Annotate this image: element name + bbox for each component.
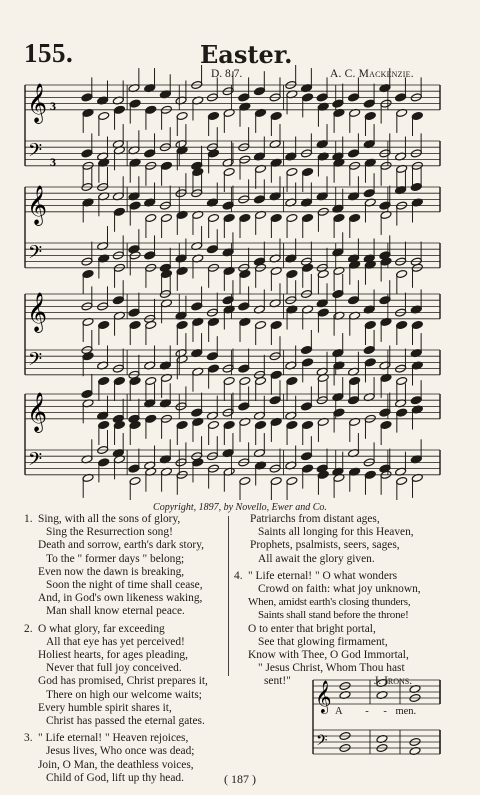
treble-clef: 𝄞 <box>27 391 48 432</box>
hymn-number: 155. <box>24 38 74 68</box>
verse-line: There on high our welcome waits; <box>46 688 202 701</box>
verse-line: " Life eternal! " O what wonders <box>248 569 398 582</box>
verse-line: Saints all longing for this Heaven, <box>258 526 414 539</box>
time-signature: 3 <box>50 98 56 113</box>
verse-line: When, amidst earth's closing thunders, <box>248 596 411 609</box>
verse-number: 1. <box>24 513 33 525</box>
verse-line: To the " former days " belong; <box>46 552 185 565</box>
bass-clef: 𝄢 <box>28 449 43 475</box>
time-signature: 3 <box>50 154 56 169</box>
verse-number: 2. <box>24 622 33 635</box>
verse-line: All that eye has yet perceived! <box>46 635 185 648</box>
hymn-title: Easter. <box>200 40 293 69</box>
treble-clef: 𝄞 <box>27 82 48 123</box>
verse-line: O what glory, far exceeding <box>38 622 165 635</box>
bass-clef: 𝄢 <box>28 242 43 268</box>
verse-line: Saints shall stand before the throne! <box>258 609 409 622</box>
author-name: J. Irons. <box>374 675 413 688</box>
verse-line: See that glowing firmament, <box>258 635 388 648</box>
bass-clef: 𝄢 <box>316 732 328 753</box>
hymn-meter: D. 8.7. <box>211 68 243 80</box>
verse-line: God has promised, Christ prepares it, <box>38 675 208 688</box>
verse-line: Child of God, lift up thy head. <box>46 771 184 784</box>
composer-name: A. C. Mackenzie. <box>330 68 414 80</box>
verse-line: Patriarchs from distant ages, <box>250 513 380 525</box>
treble-clef: 𝄞 <box>27 291 48 332</box>
verse-line: Man shall know eternal peace. <box>46 605 185 618</box>
treble-clef: 𝄞 <box>27 184 48 225</box>
copyright-line: Copyright, 1897, by Novello, Ewer and Co. <box>153 502 327 513</box>
verse-line: Never that full joy conceived. <box>46 662 182 675</box>
bass-clef: 𝄢 <box>28 140 43 166</box>
amen-lyrics <box>335 706 416 717</box>
verse-line: All await the glory given. <box>258 552 375 565</box>
verse-line: sent!" <box>264 675 291 688</box>
verse-line: Holiest hearts, for ages pleading, <box>38 649 188 662</box>
verse-line: " Jesus Christ, Whom Thou hast <box>258 662 405 675</box>
verse-line: Know with Thee, O God Immortal, <box>248 649 409 662</box>
verse-line: Join, O Man, the deathless voices, <box>38 758 194 771</box>
verse-line: Crowd on faith: what joy unknown, <box>258 583 421 596</box>
verse-line: Jesus lives, Who once was dead; <box>46 745 195 758</box>
verse-line: Even now the dawn is breaking, <box>38 565 185 578</box>
treble-clef: 𝄞 <box>315 680 332 713</box>
verse-line: O to enter that bright portal, <box>248 622 376 635</box>
verse-line: Sing the Resurrection song! <box>46 526 173 539</box>
verse-line: Soon the night of time shall cease, <box>46 579 203 592</box>
verse-number: 3. <box>24 732 33 745</box>
amen-syllable: - <box>365 706 369 717</box>
verse-line: Prophets, psalmists, seers, sages, <box>250 539 400 552</box>
verse-line: Death and sorrow, earth's dark story, <box>38 539 205 552</box>
verse-number: 4. <box>234 569 243 582</box>
verse-line: Christ has passed the eternal gates. <box>46 715 205 728</box>
page-number: ( 187 ) <box>224 772 256 786</box>
verse-line: " Life eternal! " Heaven rejoices, <box>38 732 189 745</box>
staff <box>313 730 440 754</box>
verse-line: Every humble spirit shares it, <box>38 701 172 714</box>
amen-syllable: - <box>383 706 387 717</box>
verse-line: Sing, with all the sons of glory, <box>38 513 181 525</box>
bass-clef: 𝄢 <box>28 349 43 375</box>
amen-syllable: A <box>335 706 343 717</box>
verse-line: And, in God's own likeness waking, <box>38 592 203 605</box>
amen-syllable: men. <box>395 706 417 717</box>
